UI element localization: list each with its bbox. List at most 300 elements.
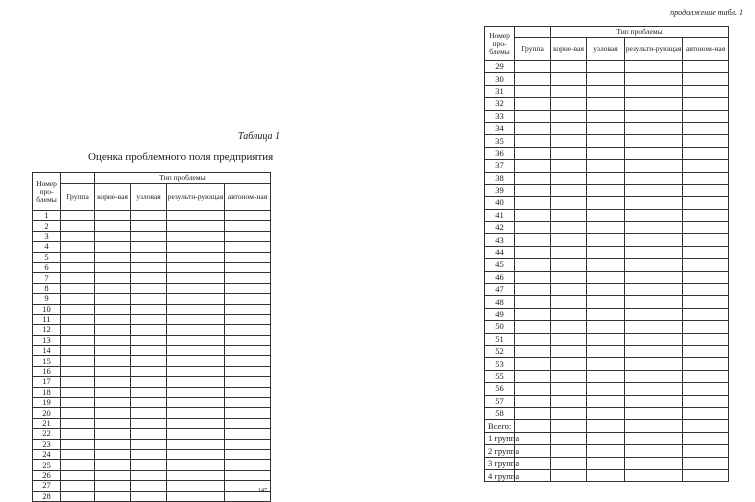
empty-cell — [587, 420, 625, 432]
empty-cell — [587, 135, 625, 147]
empty-cell — [167, 211, 225, 221]
table-row — [33, 273, 271, 283]
empty-cell — [95, 346, 131, 356]
empty-cell — [683, 73, 729, 85]
problem-number: 2 — [33, 221, 61, 231]
summary-row — [485, 445, 729, 457]
empty-cell — [131, 304, 167, 314]
summary-row — [485, 432, 729, 444]
summary-label: 3 группа — [485, 457, 515, 469]
problem-number: 50 — [485, 321, 515, 333]
header-group: Группа — [61, 184, 95, 211]
empty-cell — [587, 457, 625, 469]
table-row — [33, 481, 271, 491]
problem-number: 10 — [33, 304, 61, 314]
problem-number: 22 — [33, 429, 61, 439]
empty-cell — [225, 418, 271, 428]
empty-cell — [225, 211, 271, 221]
empty-cell — [683, 445, 729, 457]
problem-number: 20 — [33, 408, 61, 418]
empty-cell — [551, 259, 587, 271]
problem-number: 4 — [33, 242, 61, 252]
empty-cell — [225, 335, 271, 345]
empty-cell — [683, 308, 729, 320]
empty-cell — [551, 209, 587, 221]
table-row — [485, 271, 729, 283]
problem-number: 43 — [485, 234, 515, 246]
problem-number: 57 — [485, 395, 515, 407]
problem-number: 12 — [33, 325, 61, 335]
table-row — [485, 110, 729, 122]
problem-number: 35 — [485, 135, 515, 147]
problem-number: 30 — [485, 73, 515, 85]
problem-number: 17 — [33, 377, 61, 387]
empty-cell — [131, 439, 167, 449]
empty-cell — [515, 284, 551, 296]
problem-number: 42 — [485, 222, 515, 234]
table-row — [33, 252, 271, 262]
header-type-root: корне-вая — [551, 38, 587, 61]
table-row — [33, 262, 271, 272]
empty-cell — [95, 429, 131, 439]
empty-cell — [515, 234, 551, 246]
empty-cell — [131, 366, 167, 376]
empty-cell — [625, 246, 683, 258]
empty-cell — [683, 383, 729, 395]
empty-cell — [625, 395, 683, 407]
empty-cell — [587, 445, 625, 457]
empty-cell — [683, 271, 729, 283]
empty-cell — [683, 457, 729, 469]
empty-cell — [131, 273, 167, 283]
table-row — [485, 135, 729, 147]
problem-number: 41 — [485, 209, 515, 221]
table-row — [485, 333, 729, 345]
empty-cell — [551, 122, 587, 134]
empty-cell — [551, 296, 587, 308]
empty-cell — [515, 85, 551, 97]
empty-cell — [131, 491, 167, 501]
problem-number: 13 — [33, 335, 61, 345]
problem-number: 39 — [485, 184, 515, 196]
empty-cell — [95, 221, 131, 231]
problem-number: 18 — [33, 387, 61, 397]
table-row — [485, 358, 729, 370]
empty-cell — [551, 246, 587, 258]
empty-cell — [131, 460, 167, 470]
empty-cell — [167, 439, 225, 449]
empty-cell — [587, 184, 625, 196]
problem-number: 31 — [485, 85, 515, 97]
empty-cell — [587, 209, 625, 221]
empty-cell — [625, 147, 683, 159]
empty-cell — [225, 325, 271, 335]
empty-cell — [131, 387, 167, 397]
empty-cell — [683, 135, 729, 147]
empty-cell — [625, 420, 683, 432]
empty-cell — [515, 222, 551, 234]
table-label: Таблица 1 — [238, 131, 280, 142]
empty-cell — [625, 222, 683, 234]
empty-cell — [167, 387, 225, 397]
empty-cell — [551, 184, 587, 196]
empty-cell — [587, 147, 625, 159]
table-row — [33, 335, 271, 345]
empty-cell — [625, 209, 683, 221]
empty-cell — [131, 449, 167, 459]
header-problem-number: Номер про-блемы — [485, 27, 515, 61]
empty-cell — [515, 122, 551, 134]
empty-cell — [625, 85, 683, 97]
empty-cell — [61, 262, 95, 272]
empty-cell — [225, 283, 271, 293]
table-row — [33, 221, 271, 231]
empty-cell — [587, 432, 625, 444]
problem-number: 9 — [33, 294, 61, 304]
empty-cell — [167, 252, 225, 262]
empty-cell — [683, 395, 729, 407]
empty-cell — [551, 172, 587, 184]
table-row — [485, 222, 729, 234]
empty-cell — [95, 460, 131, 470]
empty-cell — [515, 333, 551, 345]
empty-cell — [587, 61, 625, 73]
empty-cell — [61, 470, 95, 480]
empty-cell — [167, 408, 225, 418]
empty-cell — [225, 262, 271, 272]
empty-cell — [95, 439, 131, 449]
empty-cell — [625, 110, 683, 122]
empty-cell — [61, 408, 95, 418]
problem-number: 1 — [33, 211, 61, 221]
table-row — [33, 325, 271, 335]
empty-cell — [225, 231, 271, 241]
empty-cell — [625, 234, 683, 246]
empty-cell — [61, 377, 95, 387]
empty-cell — [61, 346, 95, 356]
empty-cell — [225, 304, 271, 314]
problem-number: 32 — [485, 98, 515, 110]
empty-cell — [587, 395, 625, 407]
empty-cell — [683, 98, 729, 110]
problem-number: 51 — [485, 333, 515, 345]
table-row — [33, 231, 271, 241]
table-row — [485, 147, 729, 159]
empty-cell — [515, 197, 551, 209]
table-row — [485, 284, 729, 296]
table-row — [33, 346, 271, 356]
table-row — [485, 259, 729, 271]
table-row — [33, 470, 271, 480]
problem-number: 14 — [33, 346, 61, 356]
empty-cell — [551, 457, 587, 469]
empty-cell — [683, 296, 729, 308]
empty-cell — [61, 304, 95, 314]
empty-cell — [131, 211, 167, 221]
empty-cell — [95, 366, 131, 376]
table-row — [33, 429, 271, 439]
empty-cell — [95, 273, 131, 283]
empty-cell — [167, 242, 225, 252]
empty-cell — [61, 398, 95, 408]
empty-cell — [683, 85, 729, 97]
empty-cell — [515, 469, 551, 481]
empty-cell — [515, 184, 551, 196]
table-body — [485, 61, 729, 482]
continuation-label: продолжение табл. 1 — [670, 8, 743, 17]
empty-cell — [131, 242, 167, 252]
empty-cell — [131, 408, 167, 418]
empty-cell — [683, 122, 729, 134]
empty-cell — [587, 321, 625, 333]
empty-cell — [131, 294, 167, 304]
empty-cell — [95, 304, 131, 314]
empty-cell — [131, 252, 167, 262]
table-row — [485, 73, 729, 85]
summary-row — [485, 457, 729, 469]
empty-cell — [587, 98, 625, 110]
empty-cell — [61, 418, 95, 428]
empty-cell — [131, 335, 167, 345]
empty-cell — [95, 398, 131, 408]
empty-cell — [225, 387, 271, 397]
problem-number: 28 — [33, 491, 61, 501]
problem-number: 48 — [485, 296, 515, 308]
table-row — [485, 383, 729, 395]
table-row — [485, 172, 729, 184]
empty-cell — [683, 246, 729, 258]
empty-cell — [625, 333, 683, 345]
empty-cell — [587, 197, 625, 209]
header-group: Группа — [515, 38, 551, 61]
table-row — [33, 377, 271, 387]
empty-cell — [131, 418, 167, 428]
table-row — [33, 283, 271, 293]
table-row — [485, 370, 729, 382]
empty-cell — [515, 296, 551, 308]
empty-cell — [551, 445, 587, 457]
empty-cell — [61, 491, 95, 501]
table-row — [485, 321, 729, 333]
problem-number: 38 — [485, 172, 515, 184]
empty-cell — [167, 325, 225, 335]
empty-cell — [515, 321, 551, 333]
empty-cell — [95, 314, 131, 324]
table-row — [33, 449, 271, 459]
empty-cell — [683, 333, 729, 345]
empty-cell — [61, 314, 95, 324]
empty-cell — [587, 333, 625, 345]
empty-cell — [95, 491, 131, 501]
problem-number: 24 — [33, 449, 61, 459]
empty-cell — [683, 209, 729, 221]
empty-cell — [95, 449, 131, 459]
empty-cell — [515, 345, 551, 357]
empty-cell — [61, 429, 95, 439]
empty-cell — [587, 296, 625, 308]
empty-cell — [551, 284, 587, 296]
empty-cell — [515, 160, 551, 172]
right-page — [378, 0, 755, 498]
empty-cell — [587, 407, 625, 419]
empty-cell — [95, 262, 131, 272]
page-number: 147 — [258, 488, 267, 494]
empty-cell — [683, 160, 729, 172]
empty-cell — [625, 296, 683, 308]
empty-cell — [625, 383, 683, 395]
table-row — [33, 314, 271, 324]
empty-cell — [167, 273, 225, 283]
empty-cell — [95, 231, 131, 241]
empty-cell — [587, 308, 625, 320]
empty-cell — [551, 321, 587, 333]
problem-number: 44 — [485, 246, 515, 258]
empty-cell — [625, 445, 683, 457]
empty-cell — [95, 356, 131, 366]
problem-number: 36 — [485, 147, 515, 159]
empty-cell — [625, 184, 683, 196]
empty-cell — [515, 73, 551, 85]
problem-number: 3 — [33, 231, 61, 241]
empty-cell — [95, 418, 131, 428]
empty-cell — [515, 395, 551, 407]
empty-cell — [515, 358, 551, 370]
problem-number: 29 — [485, 61, 515, 73]
empty-cell — [625, 160, 683, 172]
empty-cell — [95, 242, 131, 252]
table-title: Оценка проблемного поля предприятия — [88, 151, 274, 163]
empty-cell — [683, 345, 729, 357]
problem-number: 45 — [485, 259, 515, 271]
problem-number: 11 — [33, 314, 61, 324]
empty-cell — [587, 284, 625, 296]
empty-cell — [625, 98, 683, 110]
problem-field-table — [32, 172, 271, 502]
empty-cell — [587, 222, 625, 234]
empty-cell — [225, 346, 271, 356]
empty-cell — [625, 321, 683, 333]
empty-cell — [131, 346, 167, 356]
problem-number: 23 — [33, 439, 61, 449]
table-row — [33, 356, 271, 366]
empty-cell — [625, 457, 683, 469]
problem-number: 8 — [33, 283, 61, 293]
empty-cell — [61, 335, 95, 345]
problem-number: 47 — [485, 284, 515, 296]
empty-cell — [167, 460, 225, 470]
empty-cell — [515, 432, 551, 444]
empty-cell — [515, 98, 551, 110]
empty-cell — [515, 457, 551, 469]
problem-number: 26 — [33, 470, 61, 480]
empty-cell — [131, 470, 167, 480]
empty-cell — [95, 470, 131, 480]
empty-cell — [551, 271, 587, 283]
empty-cell — [167, 418, 225, 428]
problem-number: 27 — [33, 481, 61, 491]
table-row — [33, 304, 271, 314]
empty-cell — [167, 294, 225, 304]
empty-cell — [167, 356, 225, 366]
empty-cell — [131, 314, 167, 324]
table-row — [485, 296, 729, 308]
empty-cell — [515, 259, 551, 271]
empty-cell — [225, 294, 271, 304]
empty-cell — [587, 259, 625, 271]
header-type-autonomous: автоном-ная — [225, 184, 271, 211]
problem-number: 37 — [485, 160, 515, 172]
empty-cell — [625, 259, 683, 271]
table-row — [485, 234, 729, 246]
empty-cell — [225, 252, 271, 262]
empty-cell — [167, 314, 225, 324]
empty-cell — [587, 110, 625, 122]
problem-number: 6 — [33, 262, 61, 272]
empty-cell — [515, 407, 551, 419]
header-problem-type: Тип проблемы — [551, 27, 729, 38]
empty-cell — [587, 73, 625, 85]
table-row — [33, 211, 271, 221]
problem-number: 53 — [485, 358, 515, 370]
empty-cell — [625, 172, 683, 184]
empty-cell — [167, 470, 225, 480]
empty-cell — [587, 345, 625, 357]
table-row — [485, 407, 729, 419]
empty-cell — [225, 460, 271, 470]
empty-cell — [61, 242, 95, 252]
empty-cell — [551, 222, 587, 234]
empty-cell — [61, 387, 95, 397]
table-row — [33, 491, 271, 501]
empty-cell — [587, 469, 625, 481]
empty-cell — [625, 271, 683, 283]
empty-cell — [587, 234, 625, 246]
problem-number: 21 — [33, 418, 61, 428]
empty-cell — [61, 231, 95, 241]
empty-cell — [225, 470, 271, 480]
empty-cell — [131, 377, 167, 387]
empty-cell — [95, 283, 131, 293]
header-type-nodal: узловая — [131, 184, 167, 211]
empty-cell — [95, 335, 131, 345]
problem-number: 34 — [485, 122, 515, 134]
empty-cell — [683, 407, 729, 419]
header-type-autonomous: автоном-ная — [683, 38, 729, 61]
empty-cell — [625, 358, 683, 370]
problem-field-table-continued — [484, 26, 729, 482]
empty-cell — [131, 398, 167, 408]
empty-cell — [625, 73, 683, 85]
problem-number: 16 — [33, 366, 61, 376]
table-row — [33, 398, 271, 408]
empty-cell — [225, 273, 271, 283]
empty-cell — [683, 321, 729, 333]
header-problem-type: Тип проблемы — [95, 173, 271, 184]
empty-cell — [95, 211, 131, 221]
empty-cell — [551, 61, 587, 73]
empty-cell — [683, 284, 729, 296]
empty-cell — [515, 445, 551, 457]
table-row — [33, 460, 271, 470]
table-row — [485, 85, 729, 97]
empty-cell — [167, 398, 225, 408]
empty-cell — [225, 429, 271, 439]
empty-cell — [551, 98, 587, 110]
empty-cell — [551, 469, 587, 481]
empty-cell — [61, 283, 95, 293]
problem-number: 55 — [485, 370, 515, 382]
empty-cell — [625, 135, 683, 147]
